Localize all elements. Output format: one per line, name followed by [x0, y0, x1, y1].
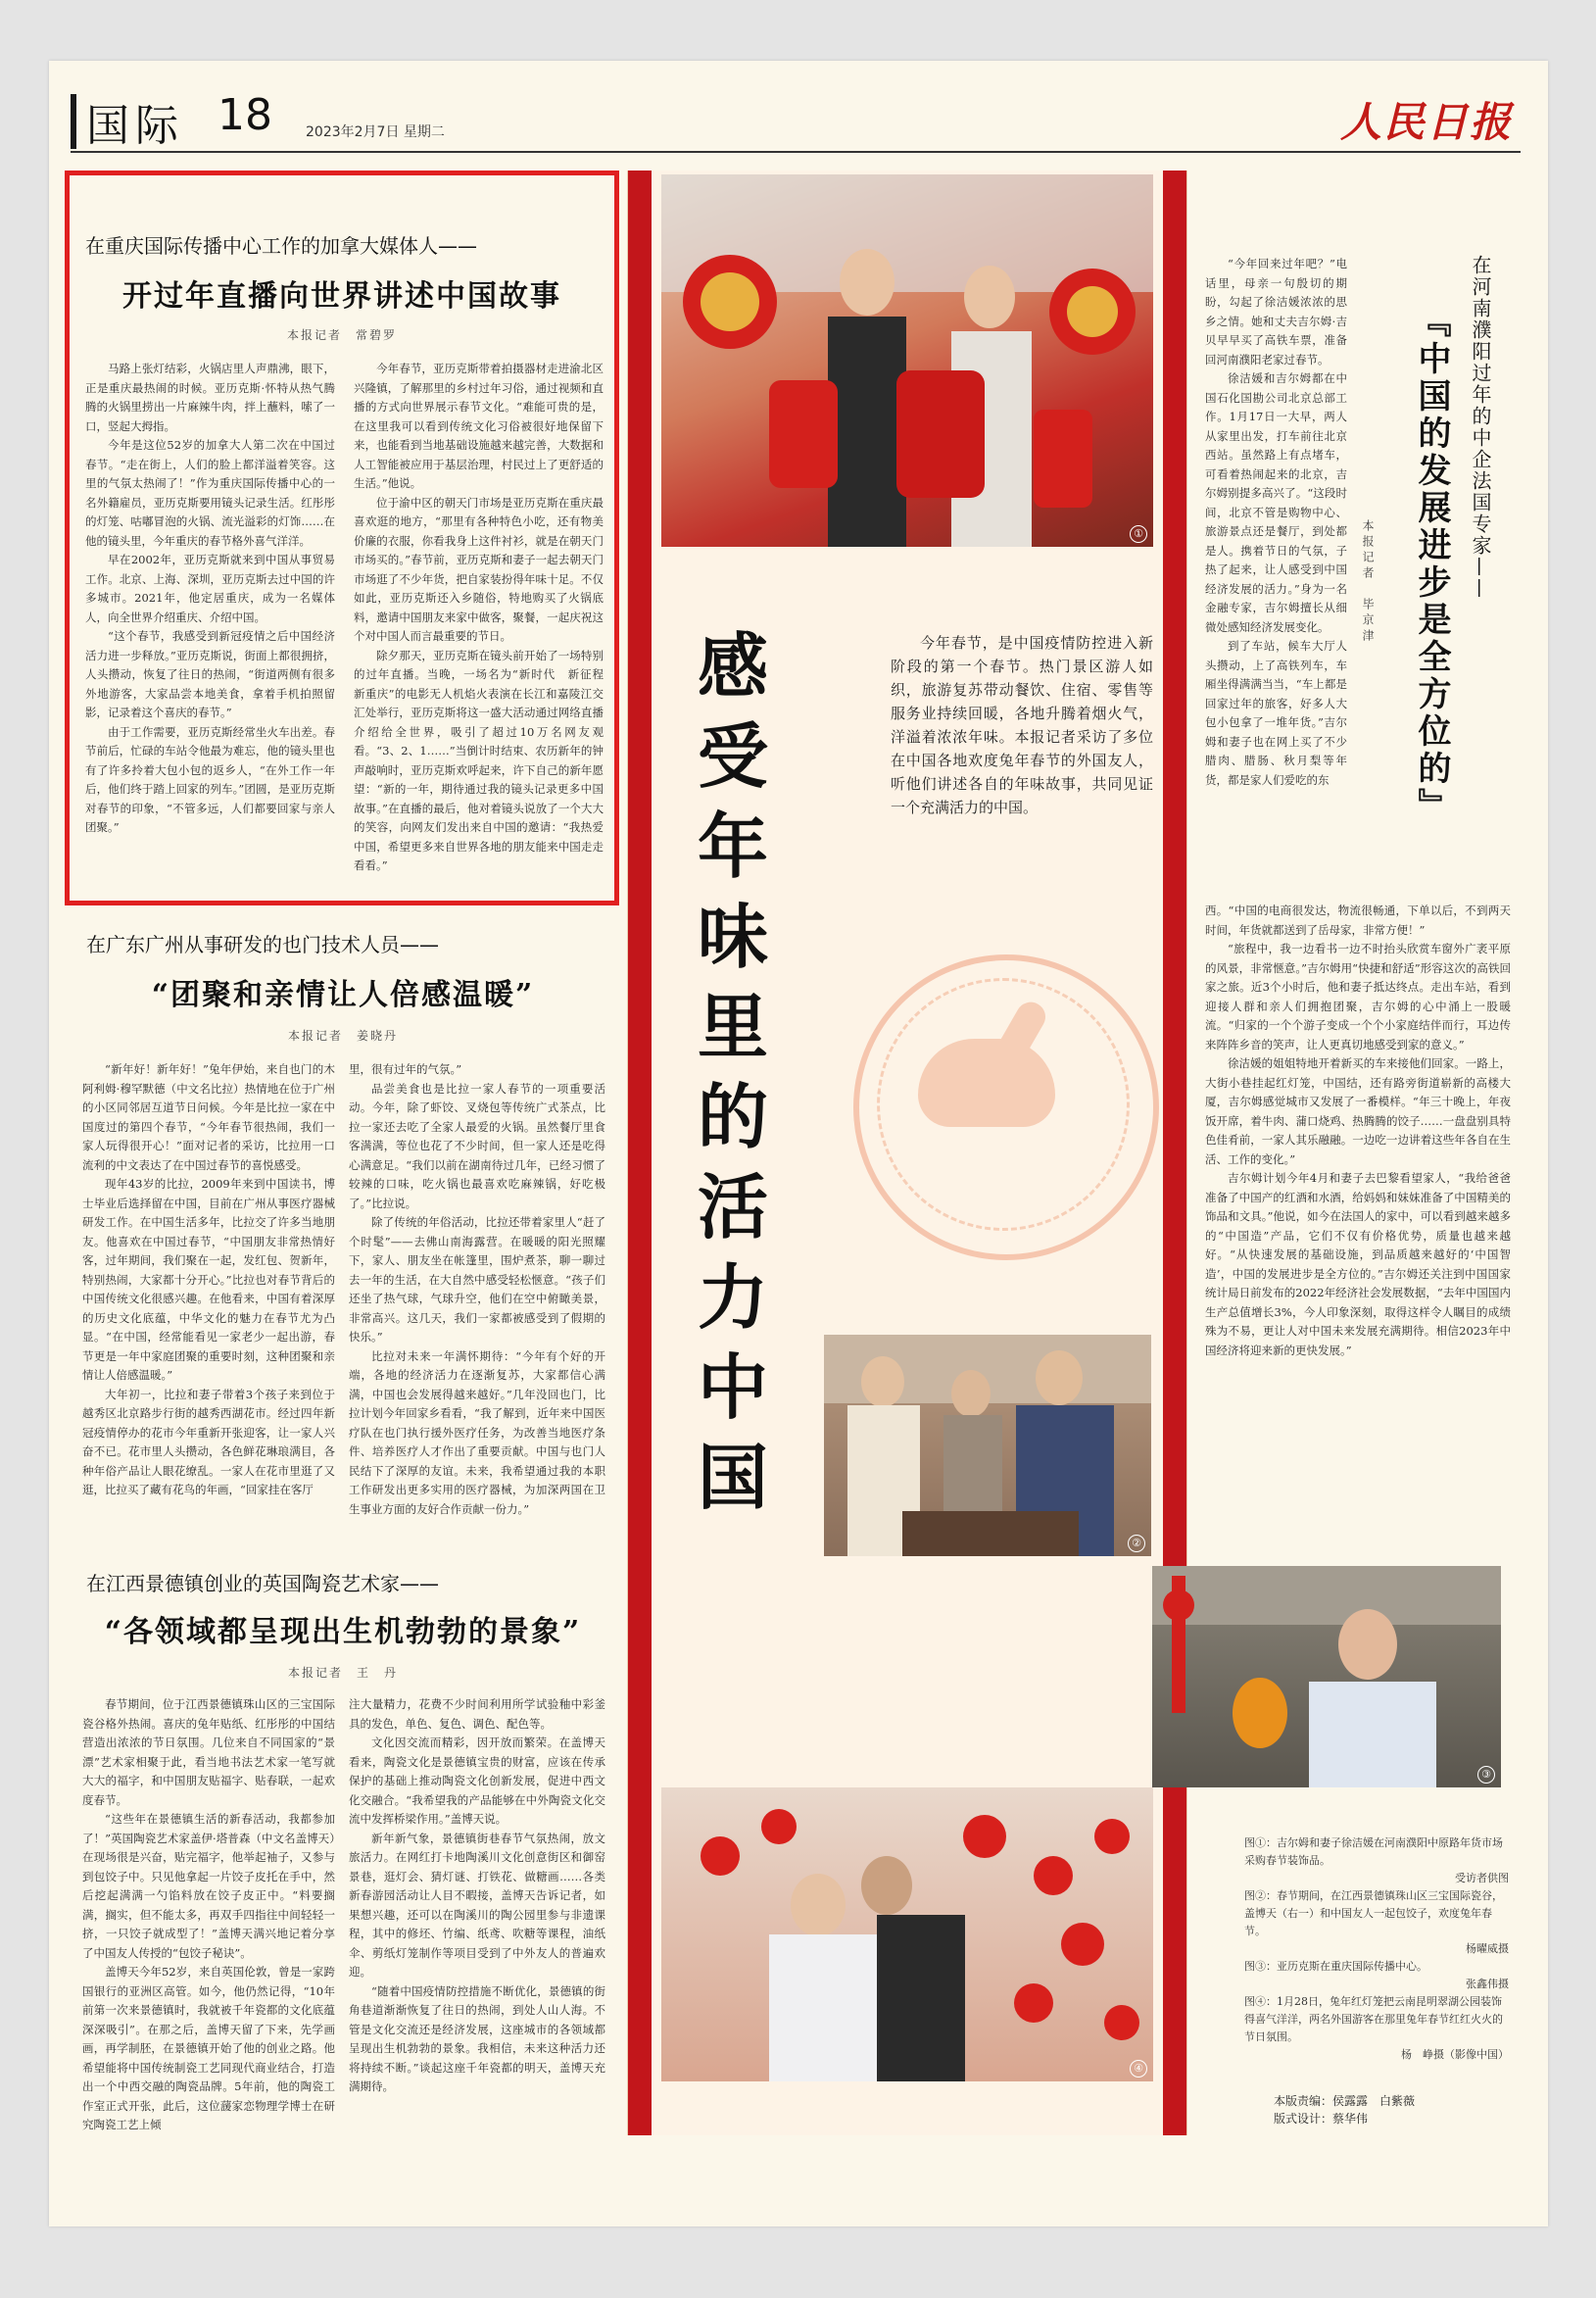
paragraph: 注大量精力，花费不少时间利用所学试验釉中彩釜具的发色，单色、复色、调色、配色等。	[349, 1697, 605, 1731]
article-byline: 本报记者 姜晓丹	[287, 1029, 398, 1043]
masthead	[71, 84, 1521, 153]
title-char: 中	[697, 1345, 768, 1429]
paragraph: 由于工作需要，亚历克斯经常坐火车出差。春节前后，忙碌的车站令他最为难忘，他的镜头里也有了许多拎着大包小包的返乡人，“在外工作一年后，他们终于踏上回家的列车。”团圆，是亚历克斯对春节的印象，“不管多远，人们都要回家与亲人团聚。”	[85, 724, 335, 834]
paragraph: 比拉对未来一年满怀期待：“今年有个好的开端，各地的经济活力在逐渐复苏，大家都信心满满，中国也会发展得越来越好。”几年没回也门，比拉计划今年回家乡看看，“我了解到，近年来中国医疗队在也门执行援外医疗任务，为改善当地医疗条件、培养医疗人才作出了重要贡献。中国与也门人民结下了深厚的友谊。未来，我希望通过我的本职工作研发出更多实用的医疗器械，为加深两国在卫生事业方面的友好合作贡献一份力。”	[349, 1348, 605, 1516]
paragraph: 徐洁媛的姐姐特地开着新买的车来接他们回家。一路上，大街小巷挂起红灯笼，中国结，还有路旁街道崭新的高楼大厦，吉尔姆感觉城市又发展了一番模样。“年三十晚上，年夜饭开席，着牛肉、蒲口烧鸡、热腾腾的饺子……一盘盘别具特色佳肴前，一家人其乐融融。一边吃一边讲着这些年各自在生活、工作的变化。”	[1205, 1056, 1511, 1166]
paragraph: 现年43岁的比拉，2009年来到中国读书，博士毕业后选择留在中国，目前在广州从事医疗器械研发工作。在中国生活多年，比拉交了许多当地朋友。他喜欢在中国过春节，“中国朋友非常热情好客，过年期间，我们聚在一起，发红包、贺新年，特别热闹，大家都十分开心。”比拉也对春节背后的中国传统文化很感兴趣。在他看来，中国有着深厚的历史文化底蕴，中华文化的魅力在春节尤为凸显。“在中国，经常能看见一家老少一起出游，春节更是一年中家庭团聚的重要时刻，这种团聚和亲情让人倍感温暖。”	[82, 1177, 335, 1382]
paragraph: 文化因交流而精彩，因开放而繁荣。在盖博天看来，陶瓷文化是景德镇宝贵的财富，应该在传承保护的基础上推动陶瓷文化创新发展，促进中西文化交融合。“我希望我的产品能够在中外陶瓷文化交流中发挥桥梁作用。”盖博天说。	[349, 1736, 605, 1826]
page-editors	[1274, 2092, 1509, 2127]
caption-line: 图①：吉尔姆和妻子徐洁媛在河南濮阳中原路年货市场采购春节装饰品。	[1244, 1836, 1503, 1867]
article-canadian-media	[65, 171, 619, 905]
red-frame-right	[1163, 171, 1186, 2135]
paragraph: “今年回来过年吧？”电话里，母亲一句殷切的期盼，勾起了徐洁媛浓浓的思乡之情。她和丈夫吉尔姆·吉贝早早买了高铁车票，准备回河南濮阳老家过春节。	[1205, 257, 1347, 367]
article-kicker: 在广东广州从事研发的也门技术人员——	[86, 933, 439, 956]
masthead-rule	[71, 151, 1521, 153]
paragraph: 马路上张灯结彩，火锅店里人声鼎沸，眼下，正是重庆最热闹的时候。亚历克斯·怀特从热气腾腾的火锅里捞出一片麻辣牛肉，拌上蘸料，嗦了一口，竖起大拇指。	[85, 362, 335, 433]
article-byline: 本报记者 毕京津	[1361, 519, 1375, 645]
red-frame-left	[628, 171, 652, 2135]
article-title: “各领域都呈现出生机勃勃的景象”	[104, 1615, 582, 1649]
paragraph: 盖博天今年52岁，来自英国伦敦，曾是一家跨国银行的亚洲区高管。如今，他仍然记得，“10年前第一次来景德镇时，我就被千年瓷都的文化底蕴深深吸引”。在那之后，盖博天留了下来，先学画画，再学制胚，在景德镇开始了他的创业之路。他希望能将中国传统制瓷工艺同现代商业结合，打造出一个中西交融的陶瓷品牌。5年前，他的陶瓷工作室正式开张，此后，这位蘐家恋物理学博士在研究陶瓷工艺上倾	[82, 1965, 335, 2131]
editor-line: 版式设计：蔡华伟	[1274, 2112, 1369, 2126]
right-article-heading	[1391, 255, 1509, 843]
paragraph: 今年春节，亚历克斯带着拍摄器材走进渝北区兴隆镇，了解那里的乡村过年习俗，通过视频和直播的方式向世界展示春节文化。“难能可贵的是，在这里我可以看到传统文化习俗被很好地保留下来，也能看到当地基础设施越来越完善，大数据和人工智能被应用于基层治理，村民过上了更舒适的生活。”他说。	[354, 362, 604, 490]
article-column-2	[354, 360, 615, 876]
paragraph: 今年春节，是中国疫情防控进入新阶段的第一个春节。热门景区游人如织，旅游复苏带动餐饮、住宿、零售等服务业持续回暖，各地升腾着烟火气，洋溢着浓浓年味。本报记者采访了多位在中国各地欢度兔年春节的外国友人，听他们讲述各自的年味故事，共同见证一个充满活力的中国。	[891, 634, 1153, 816]
caption-credit: 杨 峥摄（影像中国）	[1401, 2048, 1509, 2061]
article-column-2	[349, 1060, 605, 1519]
article-column-1	[82, 1060, 335, 1500]
article-title: 『中国的发展进步是全方位的』	[1412, 304, 1451, 825]
page-number: 18	[218, 90, 272, 140]
paragraph: 春节期间，位于江西景德镇珠山区的三宝国际瓷谷格外热闹。喜庆的兔年贴纸、红彤彤的中国结营造出浓浓的节日氛围。几位来自不同国家的“景漂”艺术家相聚于此，看当地书法艺术家一笔写就大大的福字，和中国朋友贴福字、贴春联，一起欢度春节。	[82, 1697, 335, 1807]
paragraph: 除夕那天，亚历克斯在镜头前开始了一场特别的过年直播。当晚，一场名为“新时代 新征程 新重庆”的电影无人机焰火表演在长江和嘉陵江交汇处举行，亚历克斯将这一盛大活动通过网络直播介绍给全世界，吸引了超过10万名网友观看。“3、2、1……”当倒计时结束、农历新年的钟声敲响时，亚历克斯欢呼起来，许下自己的新年愿望：“新的一年，期待通过我的镜头记录更多中国故事。”在直播的最后，他对着镜头说放了一个大大的笑容，向网友们发出来自中国的邀请：“我热爱中国，希望更多来自世界各地的朋友能来中国走走看看。”	[354, 648, 615, 872]
title-char: 年	[697, 805, 768, 888]
right-article-column-1	[1205, 255, 1347, 790]
right-article-column-2	[1205, 902, 1511, 1360]
caption-credit: 受访者供图	[1455, 1872, 1509, 1884]
paragraph: 除了传统的年俗活动，比拉还带着家里人“赶了个时髦”——去佛山南海露营。在暖暖的阳光照耀下，家人、朋友坐在帐篷里，围炉煮茶，聊一聊过去一年的生活，在大自然中感受轻松惬意。“孩子们还坐了热气球，气球升空，他们在空中俯瞰美景，非常高兴。这几天，我们一家都被感受到了假期的快乐。”	[349, 1215, 605, 1344]
photo-2-graphic	[824, 1335, 1151, 1556]
paragraph: 西。“中国的电商很发达，物流很畅通，下单以后，不到两天时间，年货就都送到了岳母家，非常方便！”	[1205, 904, 1511, 937]
title-char: 受	[697, 714, 768, 798]
paragraph: “这个春节，我感受到新冠疫情之后中国经济活力进一步释放。”亚历克斯说，街面上都很拥挤，人头攒动，恢复了往日的热闹，“街道两侧有很多外地游客，大家品尝本地美食，拿着手机拍照留影，记录着这个喜庆的春节。”	[85, 629, 335, 719]
paragraph: 吉尔姆计划今年4月和妻子去巴黎看望家人，“我给爸爸准备了中国产的红酒和水酒，给妈妈和妹妹准备了中国精美的饰品和文具。”他说，如今在法国人的家中，可以看到越来越多的“中国造”产品，它们不仅有价格优势，质量也越来越好。“从快速发展的基础设施，到品质越来越好的‘中国智造’，中国的发展进步是全方位的。”吉尔姆还关注到中国国家统计局日前发布的2022年经济社会发展数据，“去年中国国内生产总值增长3%，今人印象深刻，取得这样令人瞩目的成绩殊为不易，更让人对中国未来发展充满期待。相信2023年中国经济将迎来新的更快发展。”	[1205, 1171, 1511, 1357]
paragraph: 今年是这位52岁的加拿大人第二次在中国过春节。“走在街上，人们的脸上都洋溢着笑容。这里的气氛太热闹了！”作为重庆国际传播中心的一名外籍雇员，亚历克斯要用镜头记录生活。红彤彤的灯笼、咕嘟冒泡的火锅、流光溢彩的灯饰……在他的镜头里，今年重庆的春节格外喜气洋洋。	[85, 438, 335, 548]
photo-number: ③	[1477, 1766, 1495, 1784]
caption-line: 图②：春节期间，在江西景德镇珠山区三宝国际瓷谷，盖博天（右一）和中国友人一起包饺子，欢度兔年春节。	[1244, 1889, 1503, 1937]
paragraph: “这些年在景德镇生活的新春活动，我都参加了！”英国陶瓷艺术家盖伊·塔普森（中文名盖博天）在现场很是兴奋，贴完福字，他举起袖子，又参与到包饺子中。只见他拿起一片饺子皮托在手中，然后挖起满满一勺馅料放在饺子皮正中。“料要搁满，搁实，但不能太多，再双手四指往中间轻轻一挤，一只饺子就成型了！”盖博天满兴地记着分享了中国友人传授的“包饺子秘诀”。	[82, 1812, 335, 1960]
paragraph: 新年新气象，景德镇街巷春节气氛热闹，放文旅活力。在网红打卡地陶溪川文化创意街区和御窑景巷，逛灯会、猜灯谜、打铁花、做糖画……各类新春游园活动让人目不暇接，盖博天告诉记者，如果想兴趣，还可以在陶溪川的陶公园里参与非遗课程，其中的修坯、竹编、纸鸢、吹糖等课程，油纸伞、剪纸灯笼制作等项目受到了中外友人的普遍欢迎。	[349, 1831, 605, 1979]
feature-title	[689, 621, 777, 1523]
title-char: 味	[697, 895, 768, 978]
paragraph: 徐洁媛和吉尔姆都在中国石化国勘公司北京总部工作。1月17日一大早，两人从家里出发，打车前往北京西站。虽然路上有点堵车，可看着热闹起来的北京，吉尔姆别提多高兴了。“这段时间，北京不管是购物中心、旅游景点还是餐厅，到处都是人。携着节日的气氛，子热了起来，让人感受到中国经济发展的活力。”身为一名金融专家，吉尔姆擅长从细微处感知经济发展变化。	[1205, 371, 1347, 634]
photo-number: ②	[1128, 1535, 1145, 1552]
article-title: “团聚和亲情让人倍感温暖”	[151, 978, 535, 1012]
photo-4-graphic	[661, 1787, 1153, 2081]
caption-line: 图④：1月28日，兔年红灯笼把云南昆明翠湖公园装饰得喜气洋洋，两名外国游客在那里兔年春节红红火火的节日氛围。	[1244, 1995, 1503, 2043]
photo-3-alex	[1152, 1566, 1501, 1787]
issue-date: 2023年2月7日 星期二	[306, 124, 445, 140]
article-byline: 本报记者 王 丹	[287, 1666, 398, 1680]
article-title: 开过年直播向世界讲述中国故事	[122, 279, 561, 314]
photo-4-lanterns	[661, 1787, 1153, 2081]
photo-captions	[1244, 1834, 1509, 2064]
papercut-rabbit-decoration	[853, 954, 1159, 1260]
photo-number: ④	[1130, 2060, 1147, 2078]
photo-number: ①	[1130, 525, 1147, 543]
article-kicker: 在重庆国际传播中心工作的加拿大媒体人——	[85, 234, 477, 258]
article-column-2	[349, 1695, 605, 2097]
photo-1-graphic	[661, 174, 1153, 547]
article-kicker: 在河南濮阳过年的中企法国专家——	[1469, 255, 1492, 600]
photo-2-dumplings	[824, 1335, 1151, 1556]
feature-intro	[891, 631, 1153, 819]
title-char: 活	[697, 1165, 768, 1248]
rabbit-silhouette	[918, 1039, 1055, 1127]
caption-credit: 张鑫伟摄	[1466, 1978, 1509, 1990]
photo-1-market	[661, 174, 1153, 547]
title-char: 力	[697, 1255, 768, 1339]
title-char: 感	[697, 624, 768, 708]
section-name: 国际	[86, 101, 184, 151]
article-column-1	[85, 360, 335, 838]
article-byline: 本报记者 常碧罗	[286, 328, 397, 342]
paragraph: “随着中国疫情防控措施不断优化，景德镇的街角巷道渐渐恢复了往日的热闹，到处人山人海。不管是文化交流还是经济发展，这座城市的各领域都呈现出生机勃勃的景象。我相信，未来这种活力还将持续不断。”谈起这座千年瓷都的明天，盖博天充满期待。	[349, 1983, 605, 2093]
masthead-bar	[71, 94, 76, 149]
paragraph: 位于渝中区的朝天门市场是亚历克斯在重庆最喜欢逛的地方，“那里有各种特色小吃，还有物美价廉的衣服，你看我身上这件衬衫，就是在朝天门市场买的。”春节前，亚历克斯和妻子一起去朝天门市场逛了不少年货，把自家装扮得年味十足。不仅如此，亚历克斯还入乡随俗，特地购买了火锅底料，邀请中国朋友来家中做客，聚餐，一起庆祝这个对中国人而言最重要的节日。	[354, 495, 604, 643]
title-char: 的	[697, 1075, 768, 1158]
paragraph: 到了车站，候车大厅人头攒动，上了高铁列车，车厢坐得满满当当，“车上都是回家过年的旅客，好多人大包小包拿了一堆年货。”吉尔姆和妻子也在网上买了不少腊肉、腊肠、秋月梨等年货，都是家人们爱吃的东	[1205, 639, 1347, 787]
title-char: 国	[697, 1436, 768, 1519]
caption-credit: 杨曜威摄	[1466, 1942, 1509, 1955]
photo-3-graphic	[1152, 1566, 1501, 1787]
paragraph: 品尝美食也是比拉一家人春节的一项重要活动。今年，除了虾饺、叉烧包等传统广式茶点，比拉一家还去吃了全家人最爱的火锅。虽然餐厅里食客满满，等位也花了不少时间，但一家人还是吃得心满意足。“我们以前在湖南待过几年，已经习惯了较辣的口味，吃火锅也最喜欢吃麻辣锅，好吃极了。”比拉说。	[349, 1081, 605, 1210]
editor-line: 本版责编：侯露露 白紫薇	[1274, 2094, 1416, 2108]
newspaper-logo: 人民日报	[1339, 98, 1513, 146]
paragraph: “新年好！新年好！”兔年伊始，来自也门的木阿利姆·穆罕默德（中文名比拉）热情地在位于广州的小区同邻居互道节日问候。今年是比拉一家在中国度过的第四个春节，“今年春节很热闹，我们一家人玩得很开心！”面对记者的采访，比拉用一口流利的中文表达了在中国过春节的喜悦感受。	[82, 1062, 335, 1172]
paragraph: 里，很有过年的气氛。”	[349, 1062, 462, 1076]
article-column-1	[82, 1695, 335, 2135]
article-kicker: 在江西景德镇创业的英国陶瓷艺术家——	[86, 1572, 439, 1595]
paragraph: 早在2002年，亚历克斯就来到中国从事贸易工作。北京、上海、深圳，亚历克斯去过中国的许多城市。2021年，他定居重庆，成为一名媒体人，向全世界介绍重庆、介绍中国。	[85, 553, 335, 624]
paragraph: “旅程中，我一边看书一边不时抬头欣赏车窗外广袤平原的风景，非常惬意。”吉尔姆用“快捷和舒适”形容这次的高铁回家之旅。近3个小时后，他和妻子抵达终点。走出车站，看到迎接人群和亲人们拥抱团聚，吉尔姆的心中涌上一股暖流。“归家的一个个游子变成一个个小家庭结伴而行，耳边传来阵阵乡音的笑声，让人更真切地感受到家的意义。”	[1205, 942, 1511, 1051]
paragraph: 大年初一，比拉和妻子带着3个孩子来到位于越秀区北京路步行街的越秀西湖花市。经过四年新冠疫情停办的花市今年重新开张迎客，让一家人兴奋不已。花市里人头攒动，各色鲜花琳琅满目，各种年俗产品让人眼花缭乱。一家人在花市里逛了又逛，比拉买了藏有花鸟的年画，“回家挂在客厅	[82, 1387, 335, 1496]
feature-panel	[627, 171, 1187, 2135]
title-char: 里	[697, 985, 768, 1068]
caption-line: 图③：亚历克斯在重庆国际传播中心。	[1244, 1960, 1427, 1973]
